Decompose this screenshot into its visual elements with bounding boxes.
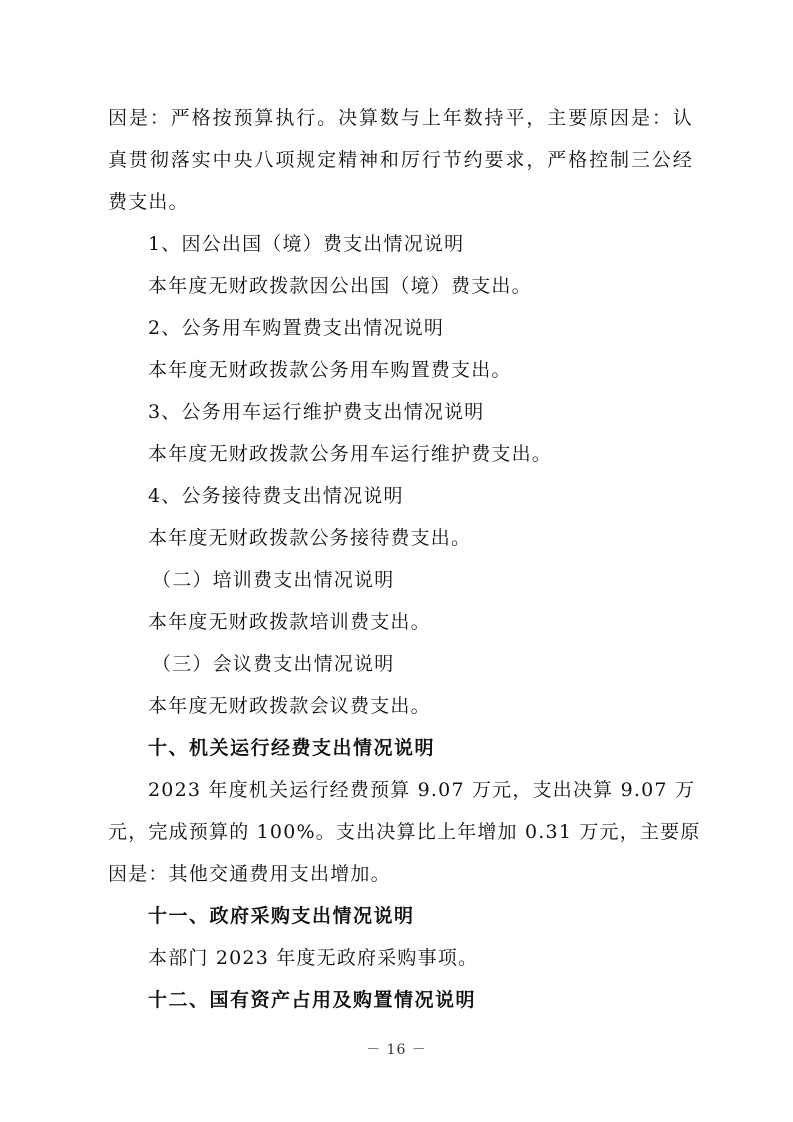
item-heading: （二）培训费支出情况说明 <box>152 569 395 591</box>
section-heading: 十二、国有资产占用及购置情况说明 <box>148 989 477 1011</box>
item-text: 本年度无财政拨款会议费支出。 <box>148 695 431 717</box>
paragraph-line: 2023 年度机关运行经费预算 9.07 万元，支出决算 9.07 万 <box>148 779 696 801</box>
item-heading: 3、公务用车运行维护费支出情况说明 <box>148 401 485 423</box>
paragraph-line: 元，完成预算的 100%。支出决算比上年增加 0.31 万元，主要原 <box>108 821 701 843</box>
paragraph-line: 费支出。 <box>108 191 189 213</box>
paragraph-line: 真贯彻落实中央八项规定精神和厉行节约要求，严格控制三公经 <box>108 149 693 171</box>
paragraph-line: 因是：严格按预算执行。决算数与上年数持平，主要原因是：认 <box>108 107 693 129</box>
item-text: 本年度无财政拨款公务用车运行维护费支出。 <box>148 443 553 465</box>
item-heading: 1、因公出国（境）费支出情况说明 <box>148 233 465 255</box>
item-heading: 4、公务接待费支出情况说明 <box>148 485 404 507</box>
page-number: － 16 － <box>366 1042 427 1058</box>
section-heading: 十、机关运行经费支出情况说明 <box>148 737 436 759</box>
paragraph-line: 本部门 2023 年度无政府采购事项。 <box>148 947 479 969</box>
section-heading: 十一、政府采购支出情况说明 <box>148 905 415 927</box>
item-heading: 2、公务用车购置费支出情况说明 <box>148 317 445 339</box>
item-text: 本年度无财政拨款公务用车购置费支出。 <box>148 359 512 381</box>
item-text: 本年度无财政拨款因公出国（境）费支出。 <box>148 275 532 297</box>
item-text: 本年度无财政拨款公务接待费支出。 <box>148 527 472 549</box>
paragraph-line: 因是：其他交通费用支出增加。 <box>108 863 391 885</box>
item-text: 本年度无财政拨款培训费支出。 <box>148 611 431 633</box>
item-heading: （三）会议费支出情况说明 <box>152 653 395 675</box>
